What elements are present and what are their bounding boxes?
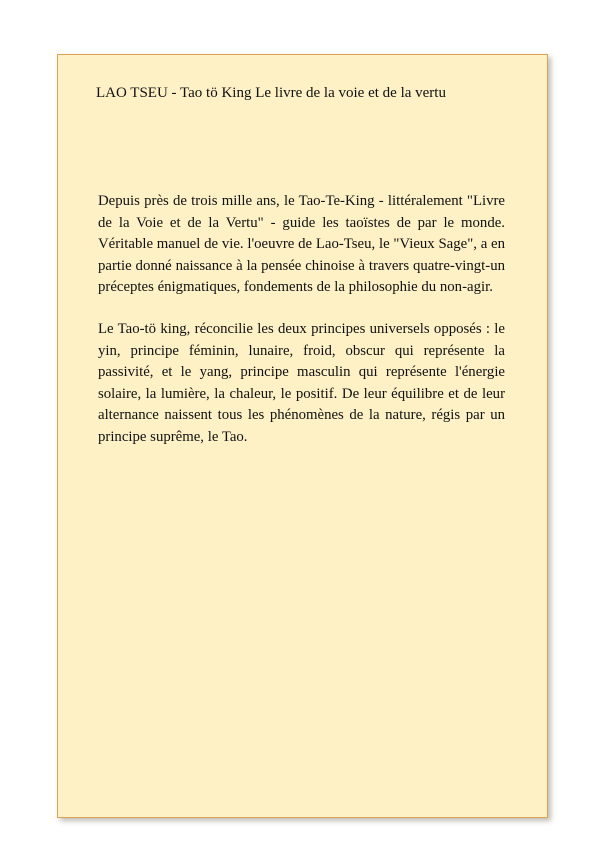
document-page [57,54,548,818]
paragraph-intro: Depuis près de trois mille ans, le Tao-Te-King - littéralement "Livre de la Voie et de la Vertu" - guide les taoïstes de par le monde. Véritable manuel de vie. l'oeuvre de Lao-Tseu, le "Vieux Sage", a en partie donné naissance à la pensée chinoise à travers quatre-vingt-un préceptes énigmatiques, fondements de la philosophie du non-agir. [98,193,505,296]
document-body [98,191,505,449]
document-title: LAO TSEU - Tao tö King Le livre de la voie et de la vertu [96,85,446,101]
paragraph-yin-yang: Le Tao-tö king, réconcilie les deux principes universels opposés : le yin, principe féminin, lunaire, froid, obscur qui représente la passivité, et le yang, principe masculin qui représente l'énergie solaire, la lumière, la chaleur, le positif. De leur équilibre et de leur alternance naissent tous les phénomènes de la nature, régis par un principe suprême, le Tao. [98,320,505,445]
